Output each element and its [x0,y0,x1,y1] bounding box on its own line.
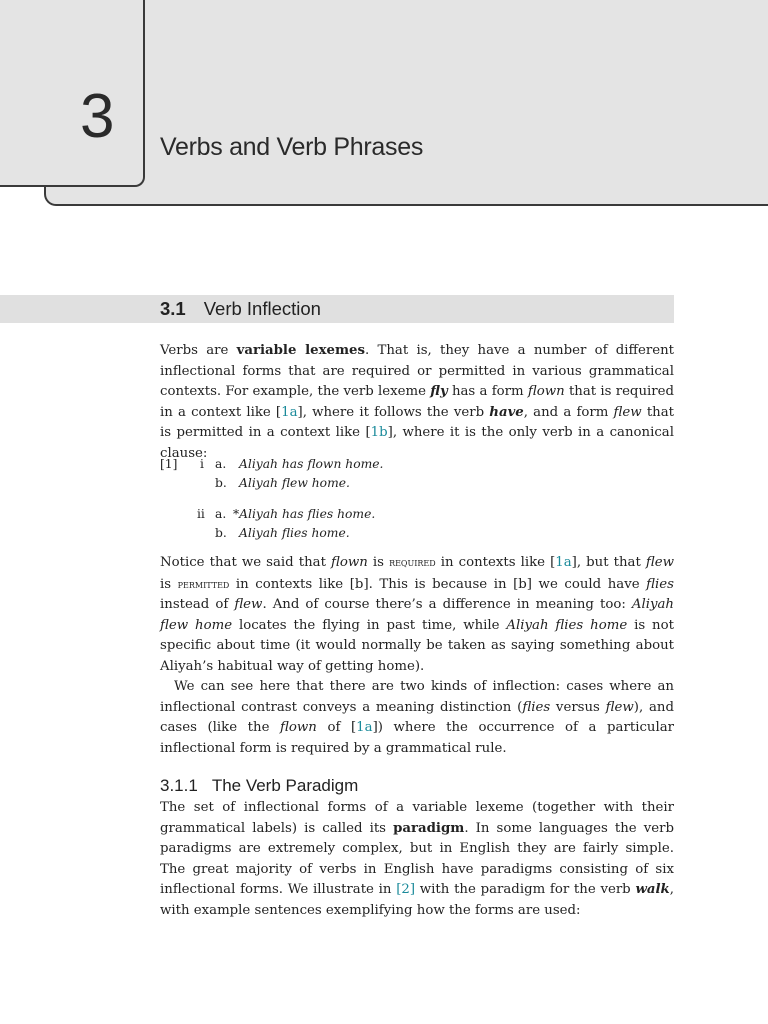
example-sentence: Aliyah flies home. [239,526,350,540]
example-sentence: *Aliyah has flies home. [233,507,376,521]
subsection-number: 3.1.1 [160,776,198,795]
subsection-heading [160,776,358,796]
example-letter: a. [215,507,227,521]
section-heading-bar [0,295,674,323]
paragraph-4: The set of inflectional forms of a variable lexeme (together with their grammatical labels) is called its paradigm. In some languages the verb paradigms are extremely complex, but in English they are fairly simple. The great majority of verbs in English have paradigms consisting of six inflectional forms. We illustrate in [2] with the paradigm for the verb walk, with example sentences exemplifying how the forms are used: [160,800,674,918]
subsection-title: The Verb Paradigm [211,776,359,795]
cross-ref-link[interactable]: 1a [356,720,373,735]
section-title: Verb Inflection [203,298,321,319]
cross-ref-link[interactable]: 1b [370,425,388,440]
chapter-number-box [0,0,145,187]
paragraph-1: Verbs are variable lexemes. That is, they have a number of different inflectional forms that are required or permitted in various grammatical contexts. For example, the verb lexeme fly has a form flown that is required in a context like [1a], where it follows the verb have, and a form flew that is permitted in a context like [1b], where it is the only verb in a canonical clause: [160,343,674,461]
example-letter: b. [215,476,227,490]
chapter-header-band [44,0,768,206]
example-sentence: Aliyah flew home. [239,476,350,490]
example-roman: ii [197,507,205,521]
example-sentence: Aliyah has flown home. [239,457,384,471]
term-paradigm: paradigm [393,820,465,836]
example-roman: i [200,457,204,471]
example-letter: b. [215,526,227,540]
paragraph-2: Notice that we said that flown is required in contexts like [1a], but that flew is permitted in contexts like [b]. This is because in [b] we could have flies instead of flew. And of course there’s a difference in meaning too: Aliyah flew home locates the flying in past time, while Aliyah flies home is not specific about time (it would normally be taken as saying something about Aliyah’s habitual way of getting home). We can see here that there are two kinds of inflection: cases where an inflectional contrast conveys a meaning distinction (flies versus flew), and cases (like the flown of [1a]) where the occurrence of a particular inflectional form is required by a grammatical rule. [160,552,674,759]
example-label: [1] [160,457,178,471]
example-letter: a. [215,457,227,471]
section-heading [160,298,321,320]
paragraph-3: We can see here that there are two kinds of inflection: cases where an inflectional contrast conveys a meaning distinction (flies versus flew), and cases (like the flown of [1a]) where the occurrence of a particular inflectional form is required by a grammatical rule. [160,679,674,756]
cross-ref-link[interactable]: 1a [555,555,572,570]
section-number: 3.1 [160,298,186,319]
cross-ref-link[interactable]: 1a [281,404,298,420]
chapter-number: 3 [80,82,115,151]
chapter-title: Verbs and Verb Phrases [160,132,424,161]
cross-ref-link[interactable]: [2] [396,882,416,897]
term-variable-lexemes: variable lexemes [236,343,366,358]
